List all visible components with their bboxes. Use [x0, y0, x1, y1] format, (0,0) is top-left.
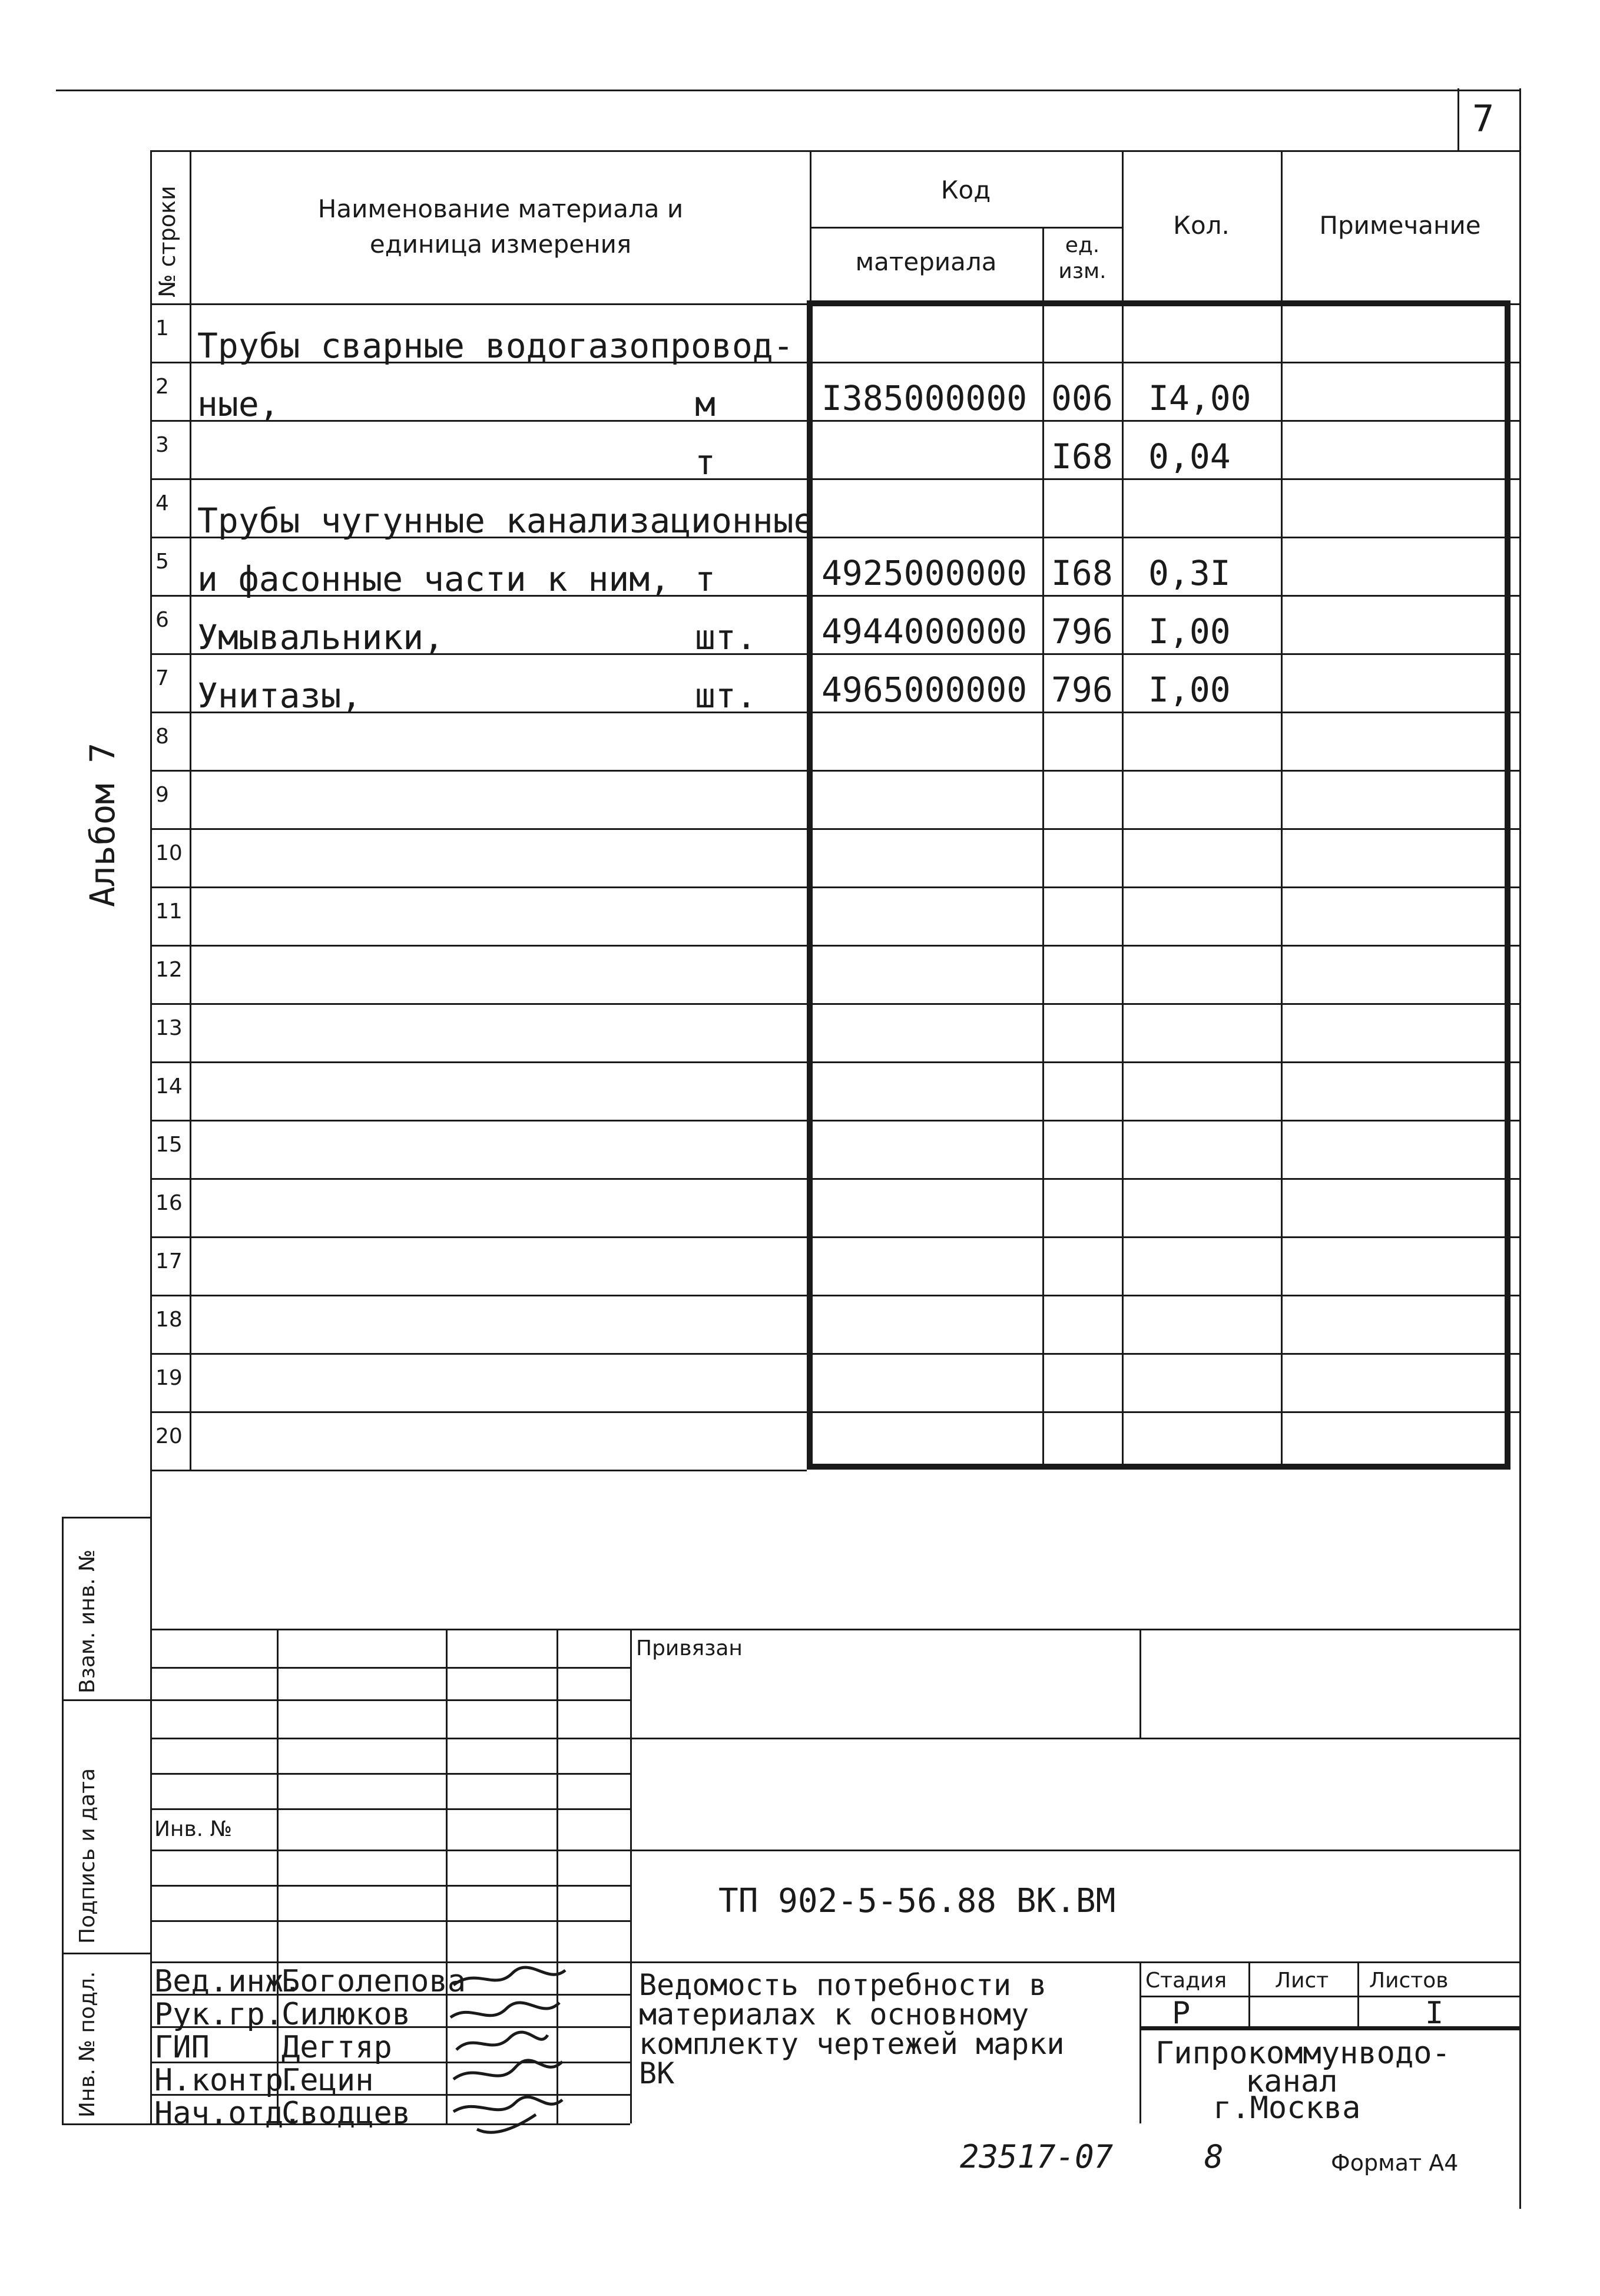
- row-number: 13: [155, 1016, 183, 1040]
- row-unit-code: 796: [1051, 611, 1113, 651]
- row-number: 19: [155, 1366, 183, 1390]
- stage-value: Р: [1172, 1996, 1191, 2031]
- footer-page: 8: [1204, 2138, 1224, 2175]
- staff-name: Гецин: [281, 2063, 374, 2098]
- stage-label: Стадия: [1145, 1969, 1227, 1993]
- org-line-1: Гипрокоммунводо-: [1155, 2036, 1450, 2071]
- sheets-label: Листов: [1369, 1969, 1449, 1993]
- row-number: 18: [155, 1308, 183, 1332]
- row-material-name: Трубы сварные водогазопровод-: [197, 326, 794, 366]
- row-material-code: I385000000: [821, 378, 1028, 418]
- header-material: материала: [855, 247, 997, 276]
- row-number: 7: [155, 666, 169, 690]
- row-material-name: Трубы чугунные канализационные: [197, 501, 814, 541]
- header-name: Наименование материала и единица измерения: [317, 194, 684, 259]
- side-label-podpis: Подпись и дата: [75, 1768, 100, 1944]
- album-label: Альбом 7: [82, 742, 122, 907]
- side-label-inv-podl: Инв. № подл.: [75, 1971, 100, 2118]
- staff-role: Н.контр.: [154, 2063, 302, 2098]
- header-note: Примечание: [1319, 211, 1481, 240]
- page-number: 7: [1472, 97, 1495, 140]
- row-material-name: и фасонные части к ним,: [197, 559, 671, 599]
- row-number: 4: [155, 491, 169, 515]
- row-number: 16: [155, 1191, 183, 1215]
- document-title-line: Ведомость потребности в: [639, 1968, 1047, 2002]
- row-quantity: 0,04: [1148, 436, 1231, 477]
- row-number: 9: [155, 783, 169, 807]
- sheets-value: I: [1425, 1996, 1444, 2031]
- row-number: 6: [155, 608, 169, 632]
- row-number: 20: [155, 1424, 183, 1448]
- row-material-name: Унитазы,: [197, 676, 362, 716]
- document-title-line: комплекту чертежей марки: [639, 2027, 1065, 2061]
- row-material-name: Умывальники,: [197, 617, 445, 657]
- row-unit-text: шт.: [695, 676, 757, 716]
- staff-name: Дегтяр: [281, 2030, 392, 2065]
- side-label-vzam: Взам. инв. №: [75, 1549, 100, 1693]
- inv-no-label: Инв. №: [154, 1817, 233, 1841]
- document-title-line: ВК: [639, 2056, 675, 2090]
- org-line-3: г.Москва: [1213, 2090, 1361, 2126]
- row-quantity: 0,3I: [1148, 553, 1231, 593]
- header-row-no: № строки: [154, 186, 180, 297]
- row-number: 8: [155, 724, 169, 749]
- row-material-code: 4944000000: [821, 611, 1028, 651]
- row-quantity: I,00: [1148, 611, 1231, 651]
- document-code: ТП 902-5-56.88 ВК.ВМ: [718, 1882, 1116, 1920]
- row-material-code: 4965000000: [821, 670, 1028, 710]
- row-number: 1: [155, 316, 169, 340]
- row-number: 15: [155, 1133, 183, 1157]
- header-code: Код: [940, 176, 991, 204]
- staff-role: ГИП: [154, 2030, 210, 2065]
- row-number: 5: [155, 550, 169, 574]
- staff-name: Боголепова: [281, 1964, 466, 1999]
- staff-name: Силюков: [281, 1997, 411, 2032]
- row-number: 3: [155, 433, 169, 457]
- footer-number: 23517-07: [960, 2138, 1114, 2175]
- header-unit: ед. изм.: [1058, 233, 1107, 283]
- row-unit-code: I68: [1051, 436, 1113, 477]
- row-unit-code: 796: [1051, 670, 1113, 710]
- row-unit-text: т: [695, 559, 715, 599]
- row-unit-code: 006: [1051, 378, 1113, 418]
- org-line-2: канал: [1245, 2064, 1338, 2099]
- row-number: 12: [155, 958, 183, 982]
- sheet-label: Лист: [1275, 1969, 1329, 1993]
- row-number: 14: [155, 1074, 183, 1099]
- row-unit-text: м: [695, 384, 715, 424]
- staff-role: Вед.инж.: [154, 1964, 302, 1999]
- header-qty: Кол.: [1173, 211, 1230, 240]
- row-quantity: I4,00: [1148, 378, 1251, 418]
- signatures-image: [442, 1961, 577, 2138]
- row-number: 11: [155, 899, 183, 924]
- format-label: Формат А4: [1331, 2150, 1459, 2176]
- document-title-line: материалах к основному: [639, 1997, 1029, 2032]
- staff-name: Сводцев: [281, 2096, 411, 2131]
- row-unit-text: шт.: [695, 617, 757, 657]
- row-unit-code: I68: [1051, 553, 1113, 593]
- staff-role: Нач.отд.: [154, 2096, 302, 2131]
- staff-role: Рук.гр.: [154, 1997, 284, 2032]
- row-quantity: I,00: [1148, 670, 1231, 710]
- row-number: 17: [155, 1249, 183, 1273]
- row-number: 2: [155, 375, 169, 399]
- row-material-code: 4925000000: [821, 553, 1028, 593]
- row-unit-text: т: [695, 442, 715, 482]
- row-number: 10: [155, 841, 183, 865]
- row-material-name: ные,: [197, 384, 280, 424]
- privyazan-label: Привязан: [636, 1636, 743, 1660]
